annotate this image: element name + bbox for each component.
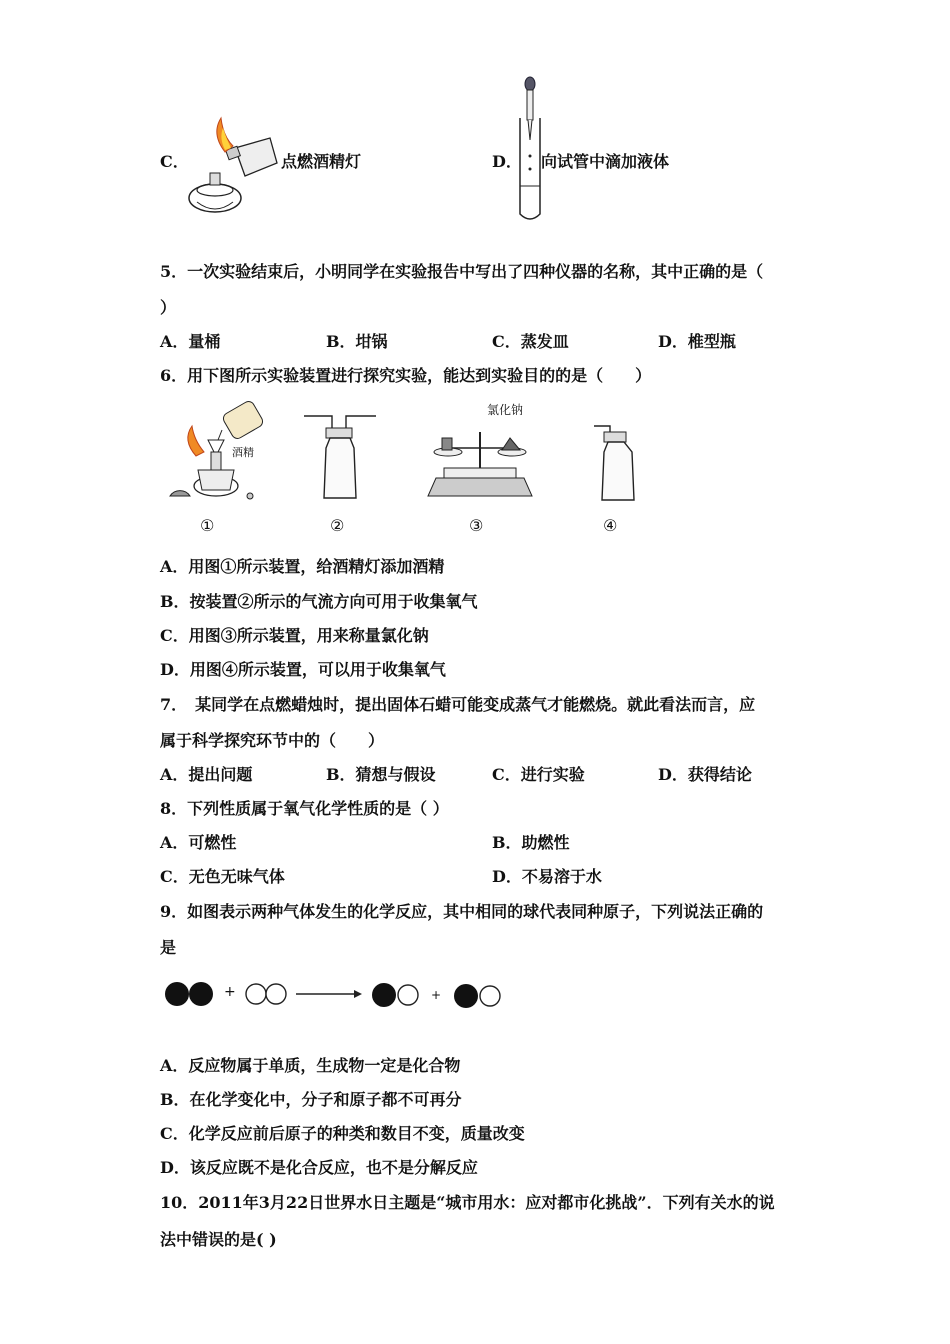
q6-option-c: C．用图③所示装置，用来称量氯化钠: [160, 626, 429, 645]
q6-stem: 6．用下图所示实验装置进行探究实验，能达到实验目的的是（ ）: [160, 366, 652, 385]
q8-stem: 8．下列性质属于氧气化学性质的是（ ）: [160, 799, 449, 818]
dropper-test-tube-figure: [515, 76, 545, 224]
q5-option-a: A．量桶: [160, 332, 221, 351]
q7-stem-line1: 7． 某同学在点燃蜡烛时，提出固体石蜡可能变成蒸气才能燃烧。就此看法而言，应: [160, 695, 756, 714]
q9-option-d: D．该反应既不是化合反应，也不是分解反应: [160, 1158, 478, 1177]
figure-3-nacl-label: 氯化钠: [487, 403, 524, 417]
q7-option-a: A．提出问题: [160, 765, 253, 784]
q7-option-b: B．猜想与假设: [326, 765, 436, 784]
q5-stem-line1: 5．一次实验结束后，小明同学在实验报告中写出了四种仪器的名称，其中正确的是（: [160, 262, 764, 281]
lighting-alcohol-lamp-figure: [185, 118, 280, 223]
q4-option-d-text: 向试管中滴加液体: [541, 152, 670, 171]
q6-option-a: A．用图①所示装置，给酒精灯添加酒精: [160, 557, 445, 576]
figure-1-alcohol-label: 酒精: [232, 446, 254, 459]
q6-option-d: D．用图④所示装置，可以用于收集氧气: [160, 660, 446, 679]
q5-option-d: D．椎型瓶: [658, 332, 736, 351]
q8-option-c: C．无色无味气体: [160, 867, 285, 886]
figure-4-gas-collecting-bottle: [590, 420, 640, 504]
reaction-plus-1: +: [224, 984, 236, 1000]
q9-option-c: C．化学反应前后原子的种类和数目不变，质量改变: [160, 1124, 525, 1143]
q8-option-a: A．可燃性: [160, 833, 237, 852]
figure-3-number: ③: [469, 516, 484, 535]
q10-stem-line2: 法中错误的是( ): [160, 1230, 277, 1249]
q9-option-b: B．在化学变化中，分子和原子都不可再分: [160, 1090, 462, 1109]
figure-3-balance: [424, 412, 536, 500]
q9-stem-line1: 9．如图表示两种气体发生的化学反应，其中相同的球代表同种原子，下列说法正确的: [160, 902, 764, 921]
q10-stem-line1: 10．2011年3月22日世界水日主题是“城市用水：应对都市化挑战”．下列有关水的说: [160, 1193, 775, 1212]
figure-2-number: ②: [330, 516, 345, 535]
q5-option-c: C．蒸发皿: [492, 332, 569, 351]
q4-option-c-letter: C．: [160, 152, 189, 171]
q7-option-c: C．进行实验: [492, 765, 585, 784]
reaction-molecule-diagram: [162, 978, 507, 1014]
figure-2-gas-wash-bottle: [300, 408, 380, 502]
q7-stem-line2: 属于科学探究环节中的（ ）: [160, 731, 385, 750]
figure-1-number: ①: [200, 516, 215, 535]
q5-option-b: B．坩锅: [326, 332, 388, 351]
figure-1-refill-alcohol-lamp: [168, 400, 273, 500]
reaction-plus-2: +: [431, 988, 442, 1002]
q9-option-a: A．反应物属于单质，生成物一定是化合物: [160, 1056, 461, 1075]
figure-4-number: ④: [603, 516, 618, 535]
q4-option-c-text: 点燃酒精灯: [281, 152, 362, 171]
q4-option-d-letter: D．: [492, 152, 522, 171]
q5-stem-line2: ）: [160, 298, 177, 317]
q7-option-d: D．获得结论: [658, 765, 752, 784]
q8-option-d: D．不易溶于水: [492, 867, 602, 886]
q9-stem-line2: 是: [160, 938, 177, 957]
q8-option-b: B．助燃性: [492, 833, 570, 852]
q6-option-b: B．按装置②所示的气流方向可用于收集氧气: [160, 592, 478, 611]
